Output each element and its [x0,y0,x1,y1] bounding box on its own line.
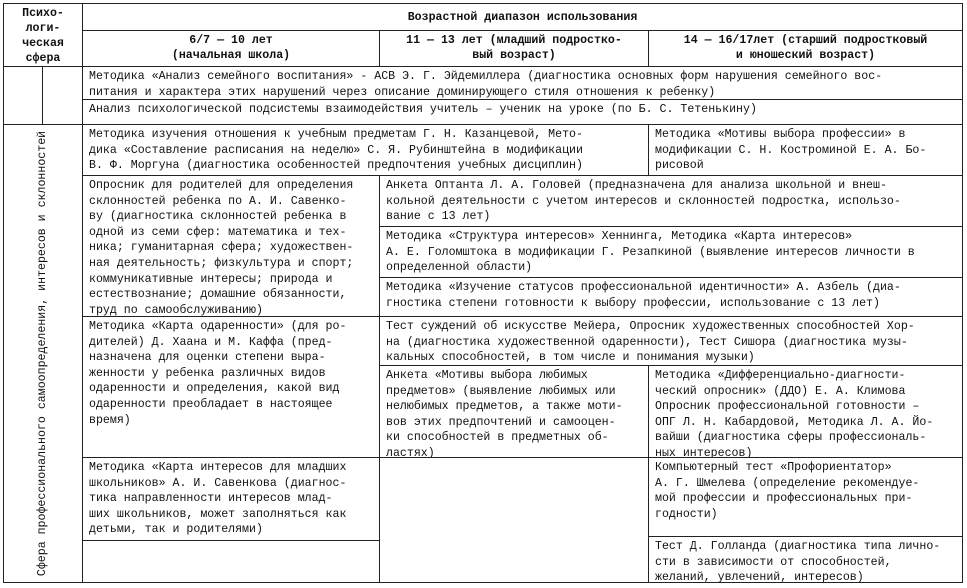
cell-ddo-klimov: Методика «Дифференциально-диагности- ческий опросник» (ДДО) Е. А. Климова Опросник профессиональной готовности – ОПГ Л. Н. Кабардовой, Методика Л. А. Йо- вайши (диагностика сферы профессиональ- ных интересов) [648,365,963,458]
cell-giftedness-map: Методика «Карта одаренности» (для ро- дителей) Д. Хаана и М. Каффа (пред- назначена для оценки степени выра- женности у ребенка различных видов одаренности и определения, какой вид одаренности преобладает в настоящее время) [82,316,380,458]
cell-identity-status: Методика «Изучение статусов профессиональной идентичности» А. Азбель (диа- гностика степени готовности к выбору профессии, использование с 13 лет) [379,277,963,317]
sphere-family-right [42,66,83,125]
cell-junior-interests-map: Методика «Карта интересов для младших школьников» А. И. Савенкова (диагнос- тика направленности интересов млад- ших школьников, может заполняться как детьми, так и родителями) [82,457,380,541]
cell-profession-motives: Методика «Мотивы выбора профессии» в модификации С. Н. Костроминой Е. А. Бо- рисовой [648,124,963,176]
sphere-professional: Сфера профессионального самоопределения, интересов и склонностей [3,124,83,583]
cell-holland-test: Тест Д. Голланда (диагностика типа лично- сти в зависимости от способностей, желаний, увлечений, интересов) [648,536,963,583]
header-col-1: 6/7 — 10 лет (начальная школа) [82,30,380,67]
cell-proforientator: Компьютерный тест «Профориентатор» А. Г. Шмелева (определение рекомендуе- мой профессии и профессиональных при- годности) [648,457,963,537]
cell-parents-inclinations: Опросник для родителей для определения склонностей ребенка по А. И. Савенко- ву (диагностика склонностей ребенка в одной из семи сфер: математика и тех- ника; гуманитарная сфера; художествен- ная деятельность; физкультура и спорт; коммуникативные интересы; природа и естествознание; домашние обязанности, труд по самообслуживанию) [82,175,380,317]
sphere-family-left [3,66,43,125]
cell-favorite-subjects: Анкета «Мотивы выбора любимых предметов» (выявление любимых или нелюбимых предметов, а также моти- вов этих предпочтений и самооцен- ки способностей в предметных об- ластях) [379,365,649,458]
row-teacher-student: Анализ психологической подсистемы взаимодействия учитель – ученик на уроке (по Б. С. Тетенькину) [82,99,963,125]
cell-empty-c1 [82,540,380,583]
header-col-3: 14 — 16/17лет (старший подростковый и юношеский возраст) [648,30,963,67]
cell-empty-c2 [379,457,649,583]
header-col-2: 11 — 13 лет (младший подростко- вый возраст) [379,30,649,67]
cell-art-tests: Тест суждений об искусстве Мейера, Опросник художественных способностей Хор- на (диагностика художественной одаренности), Тест Сишора (диагностика музы- кальных способностей, в том числе и понимания музыки) [379,316,963,366]
cell-optant-survey: Анкета Оптанта Л. А. Головей (предназначена для анализа школьной и внеш- кольной деятельности с учетом интересов и склонностей подростка, использо- вание с 13 лет) [379,175,963,227]
cell-subjects-attitude: Методика изучения отношения к учебным предметам Г. Н. Казанцевой, Мето- дика «Составление расписания на неделю» С. Я. Рубинштейна в модификации В. Ф. Моргуна (диагностика особенностей предпочтения учебных дисциплин) [82,124,649,176]
header-age-range: Возрастной диапазон использования [82,3,963,31]
cell-interest-structure: Методика «Структура интересов» Хеннинга, Методика «Карта интересов» А. Е. Голомштока в модификации Г. Резапкиной (выявление интересов личности в определенной области) [379,226,963,278]
methods-table [3,3,963,583]
row-family-methods: Методика «Анализ семейного воспитания» - АСВ Э. Г. Эйдемиллера (диагностика основных форм нарушения семейного вос- питания и характера этих нарушений через описание доминирующего стиля отношения к ребенку) [82,66,963,100]
header-sphere: Психо- логи- ческая сфера [3,3,83,67]
